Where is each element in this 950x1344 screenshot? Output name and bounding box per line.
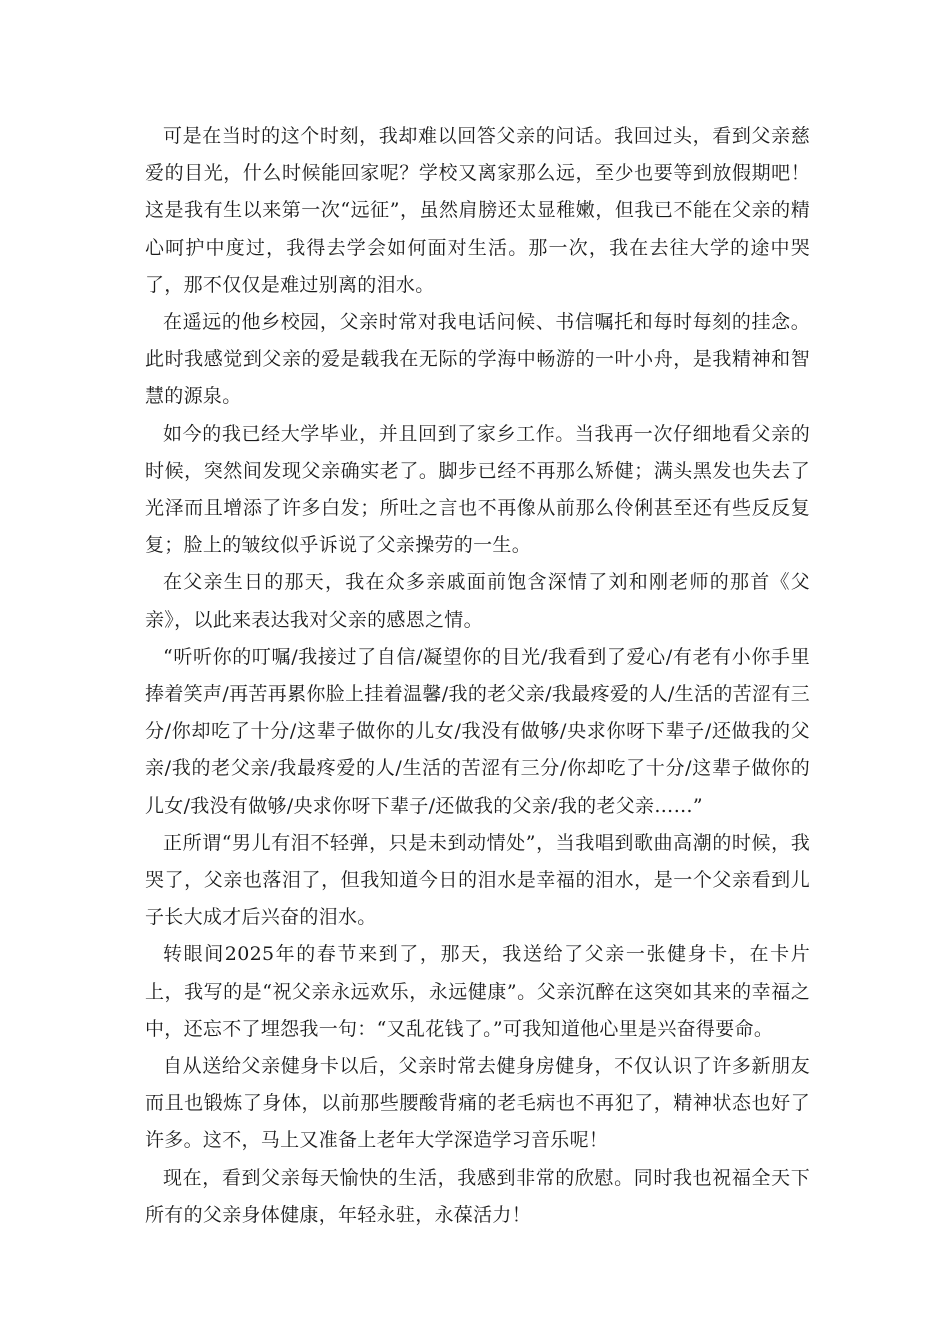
paragraph: 转眼间2025年的春节来到了，那天，我送给了父亲一张健身卡，在卡片上，我写的是“祝父亲永远欢乐，永远健康”。父亲沉醉在这突如其来的幸福之中，还忘不了埋怨我一句：“又乱花钱了。”可我知道他心里是兴奋得要命。 [145, 943, 810, 1040]
paragraph: 自从送给父亲健身卡以后，父亲时常去健身房健身，不仅认识了许多新朋友而且也锻炼了身体，以前那些腰酸背痛的老毛病也不再犯了，精神状态也好了许多。这不，马上又准备上老年大学深造学习音乐呢！ [145, 1055, 810, 1152]
closing-paragraph: 现在，看到父亲每天愉快的生活，我感到非常的欣慰。同时我也祝福全天下所有的父亲身体健康，年轻永驻，永葆活力！ [145, 1166, 810, 1226]
paragraph: 如今的我已经大学毕业，并且回到了家乡工作。当我再一次仔细地看父亲的时候，突然间发现父亲确实老了。脚步已经不再那么矫健；满头黑发也失去了光泽而且增添了许多白发；所吐之言也不再像从前那么伶俐甚至还有些反反复复；脸上的皱纹似乎诉说了父亲操劳的一生。 [145, 422, 810, 557]
paragraph: 可是在当时的这个时刻，我却难以回答父亲的问话。我回过头，看到父亲慈爱的目光，什么时候能回家呢？学校又离家那么远，至少也要等到放假期吧！这是我有生以来第一次“远征”，虽然肩膀还太显稚嫩，但我已不能在父亲的精心呵护中度过，我得去学会如何面对生活。那一次，我在去往大学的途中哭了，那不仅仅是难过别离的泪水。 [145, 125, 810, 296]
document-body [145, 118, 810, 1234]
paragraph: 在遥远的他乡校园，父亲时常对我电话问候、书信嘱托和每时每刻的挂念。此时我感觉到父亲的爱是载我在无际的学海中畅游的一叶小舟，是我精神和智慧的源泉。 [145, 311, 810, 408]
paragraph: 在父亲生日的那天，我在众多亲戚面前饱含深情了刘和刚老师的那首《父亲》，以此来表达我对父亲的感恩之情。 [145, 571, 810, 631]
paragraph: 正所谓“男儿有泪不轻弹，只是未到动情处”，当我唱到歌曲高潮的时候，我哭了，父亲也落泪了，但我知道今日的泪水是幸福的泪水，是一个父亲看到儿子长大成才后兴奋的泪水。 [145, 831, 810, 929]
lyrics-quote-paragraph: “听听你的叮嘱/我接过了自信/凝望你的目光/我看到了爱心/有老有小你手里捧着笑声/再苦再累你脸上挂着温馨/我的老父亲/我最疼爱的人/生活的苦涩有三分/你却吃了十分/这辈子做你的儿女/我没有做够/央求你呀下辈子/还做我的父亲/我的老父亲/我最疼爱的人/生活的苦涩有三分/你却吃了十分/这辈子做你的儿女/我没有做够/央求你呀下辈子/还做我的父亲/我的老父亲……” [145, 645, 810, 817]
